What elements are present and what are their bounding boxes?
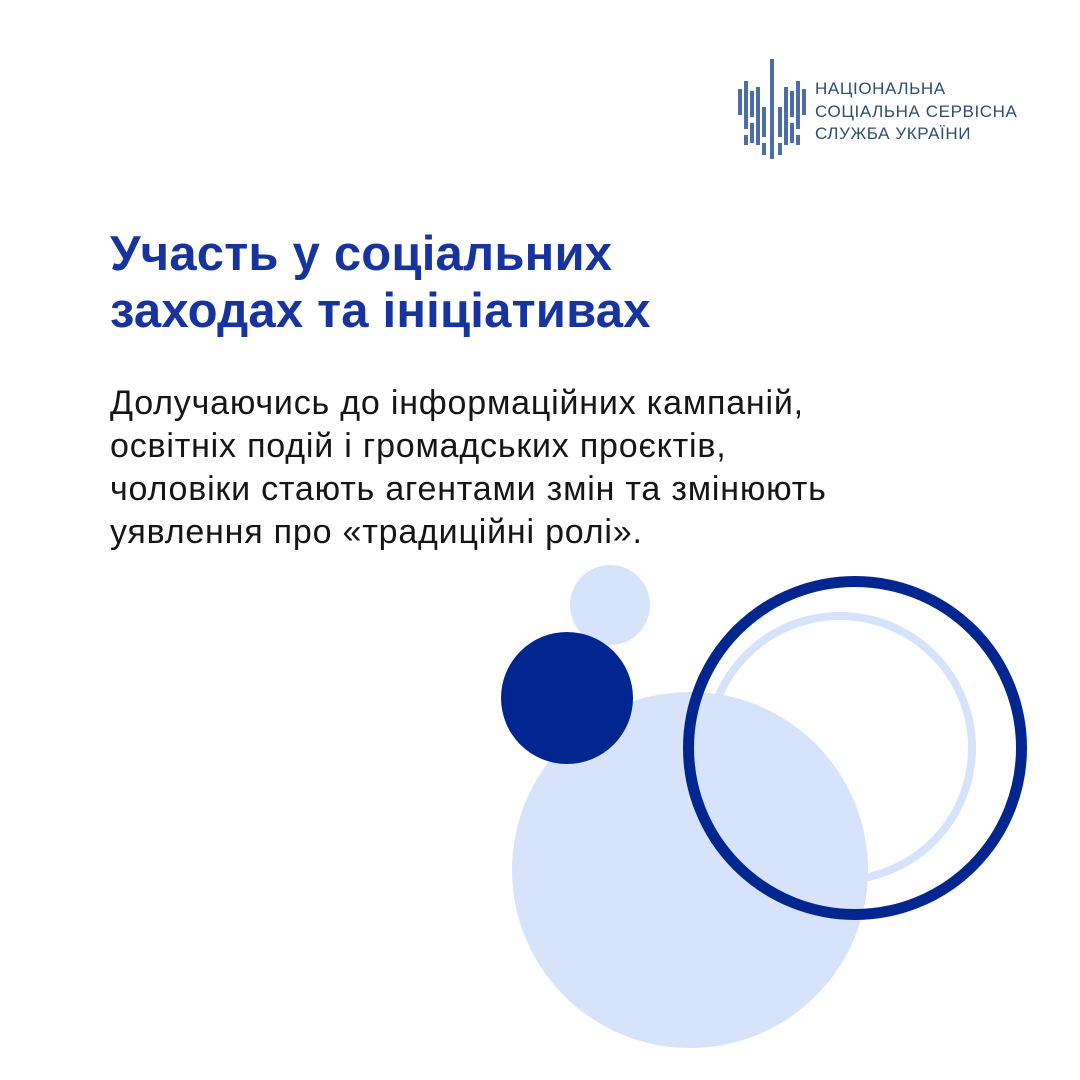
decor-circle-dark — [501, 632, 633, 764]
body-text — [110, 382, 827, 554]
decor-ring-dark — [683, 576, 1027, 920]
page-title — [110, 226, 651, 340]
org-name — [815, 57, 1018, 146]
org-logo — [737, 57, 1018, 161]
trident-logo-icon — [737, 57, 807, 161]
org-name-line-1: НАЦІОНАЛЬНА — [815, 79, 946, 98]
org-name-line-2: СОЦІАЛЬНА СЕРВІСНА — [815, 101, 1018, 121]
body-text-line-3: чоловіки стають агентами змін та змінюють — [110, 470, 827, 508]
body-text-line-4: уявлення про «традиційні ролі». — [110, 513, 643, 551]
body-text-line-2: освітніх подій і громадських проєктів, — [110, 427, 727, 465]
body-text-line-1: Долучаючись до інформаційних кампаній, — [110, 384, 804, 422]
page-title-line-2: заходах та ініціативах — [110, 284, 651, 338]
org-name-line-3: СЛУЖБА УКРАЇНИ — [815, 124, 972, 143]
page-title-line-1: Участь у соціальних — [110, 227, 613, 281]
